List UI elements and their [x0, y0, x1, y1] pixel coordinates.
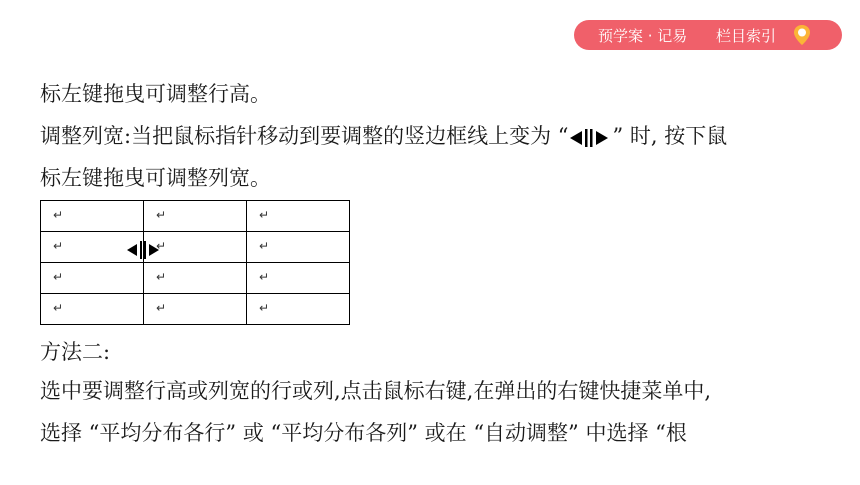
paragraph-mark: ↵ [156, 301, 167, 315]
table-cell[interactable] [41, 201, 144, 232]
table-cell[interactable] [247, 263, 350, 294]
table-cell[interactable] [247, 294, 350, 325]
table-row [41, 232, 350, 263]
paragraph-mark: ↵ [156, 270, 167, 284]
text-line-2 [40, 120, 727, 150]
paragraph-mark: ↵ [259, 301, 270, 315]
table-cell[interactable] [247, 232, 350, 263]
table-row [41, 201, 350, 232]
paragraph-mark: ↵ [156, 239, 167, 253]
table-row [41, 294, 350, 325]
text-line-3: 标左键拖曳可调整列宽。 [40, 166, 271, 190]
paragraph-mark: ↵ [259, 239, 270, 253]
nav-column-index[interactable]: 栏目索引 [716, 27, 777, 45]
text-line-6: 选择 “平均分布各行” 或 “平均分布各列” 或在 “自动调整” 中选择 “根 [40, 421, 687, 445]
table-cell[interactable] [144, 201, 247, 232]
column-resize-handle-icon[interactable] [126, 240, 162, 260]
paragraph-mark: ↵ [53, 301, 64, 315]
column-resize-cursor-icon [568, 128, 612, 148]
table-cell[interactable] [41, 263, 144, 294]
text-line-2-before: 调整列宽:当把鼠标指针移动到要调整的竖边框线上变为 “ [40, 124, 569, 148]
table-cell[interactable] [144, 263, 247, 294]
section-nav-pill [574, 20, 842, 50]
text-line-2-after: ” 时, 按下鼠 [612, 124, 728, 148]
demo-table [40, 200, 350, 325]
table-cell[interactable] [41, 294, 144, 325]
paragraph-mark: ↵ [53, 239, 64, 253]
paragraph-mark: ↵ [259, 208, 270, 222]
location-pin-icon[interactable] [790, 23, 814, 47]
table-row [41, 263, 350, 294]
paragraph-mark: ↵ [53, 270, 64, 284]
paragraph-mark: ↵ [156, 208, 167, 222]
nav-preview-notes[interactable]: 预学案 · 记易 [598, 27, 688, 45]
text-line-4: 方法二: [40, 340, 111, 364]
text-line-5: 选中要调整行高或列宽的行或列,点击鼠标右键,在弹出的右键快捷菜单中, [40, 379, 712, 403]
paragraph-mark: ↵ [259, 270, 270, 284]
table-cell[interactable] [144, 294, 247, 325]
table-cell[interactable] [247, 201, 350, 232]
paragraph-mark: ↵ [53, 208, 64, 222]
text-line-1: 标左键拖曳可调整行高。 [40, 82, 271, 106]
